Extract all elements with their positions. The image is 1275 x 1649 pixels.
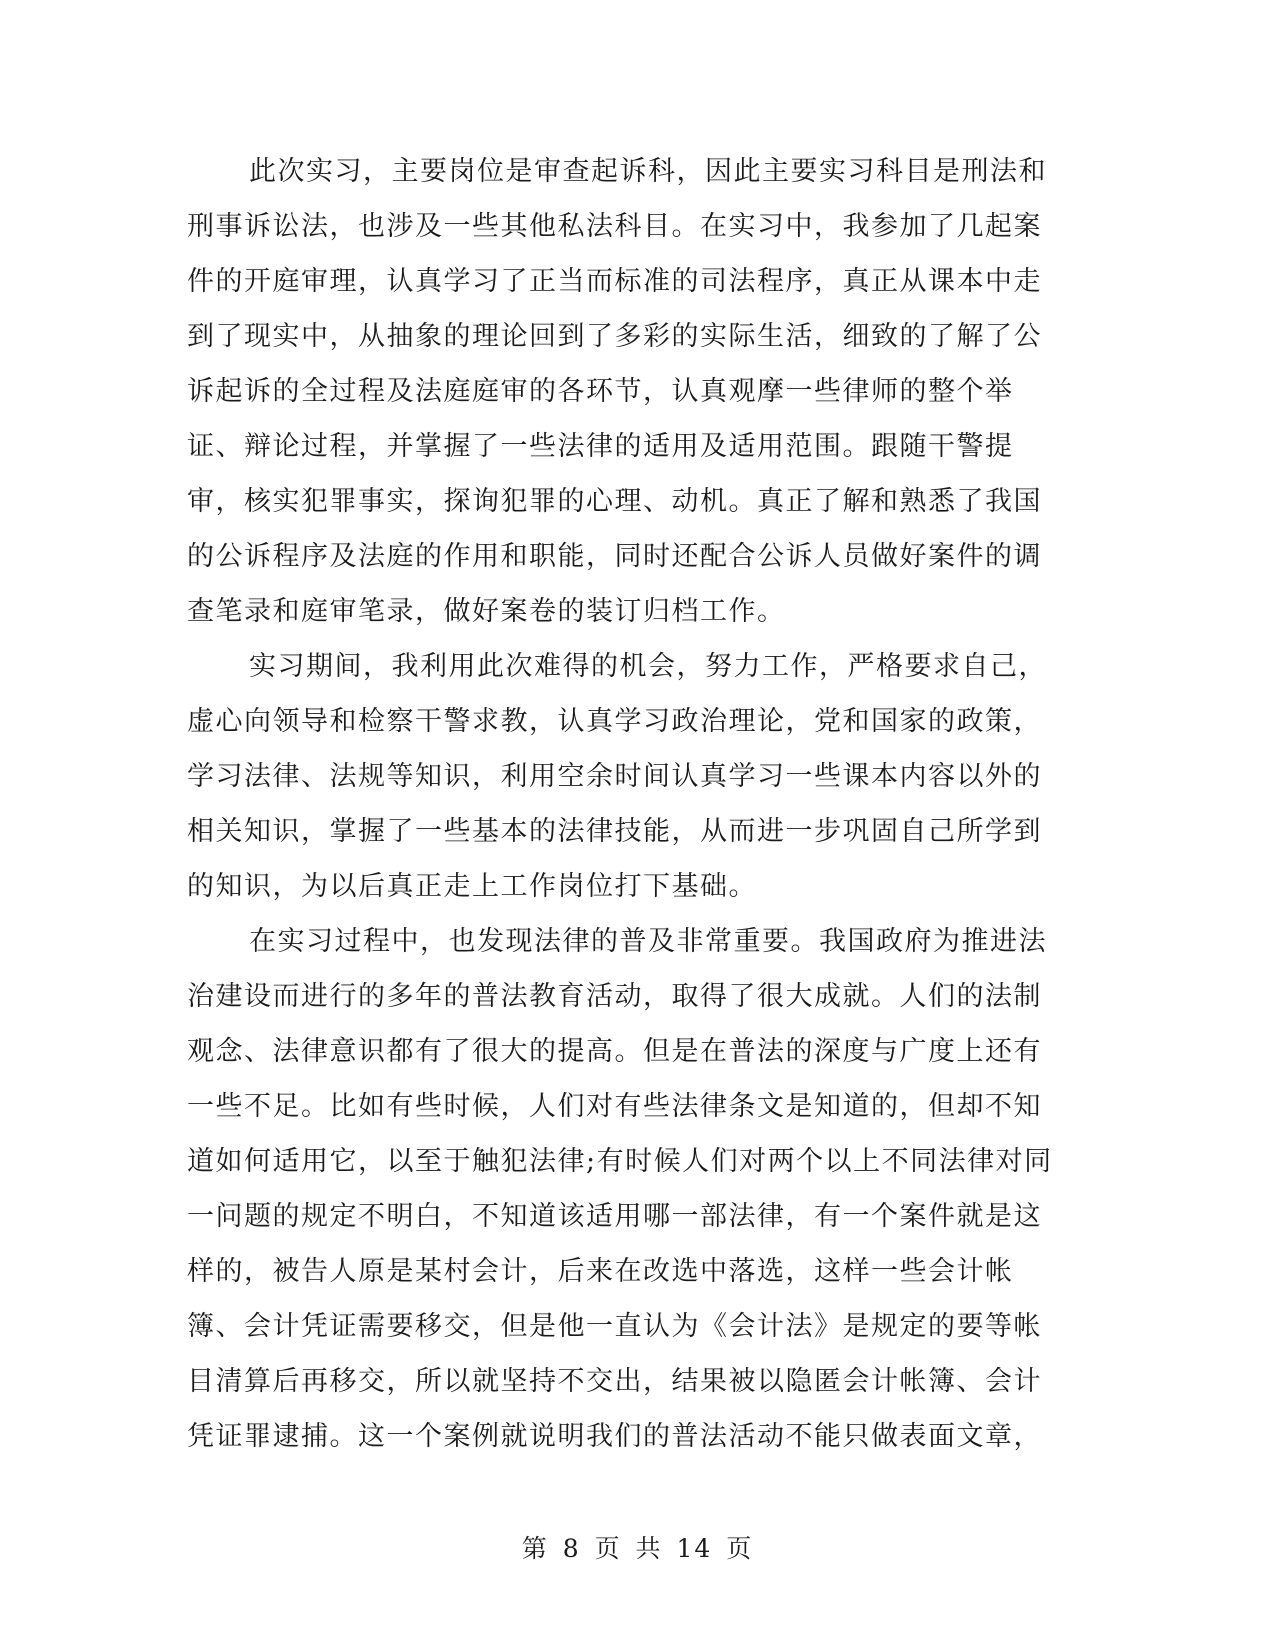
text-line: 件的开庭审理，认真学习了正当而标准的司法程序，真正从课本中走 [187,266,1042,297]
text-line: 查笔录和庭审笔录，做好案卷的装订归档工作。 [187,596,786,627]
text-line: 目清算后再移交，所以就坚持不交出，结果被以隐匿会计帐簿、会计 [187,1366,1042,1397]
text-line: 簿、会计凭证需要移交，但是他一直认为《会计法》是规定的要等帐 [187,1311,1042,1342]
text-line: 样的，被告人原是某村会计，后来在改选中落选，这样一些会计帐 [187,1256,1014,1287]
text-line: 观念、法律意识都有了很大的提高。但是在普法的深度与广度上还有 [187,1036,1042,1067]
paragraph-1 [187,144,1087,639]
text-line: 此次实习，主要岗位是审查起诉科，因此主要实习科目是刑法和 [249,156,1047,187]
text-line: 刑事诉讼法，也涉及一些其他私法科目。在实习中，我参加了几起案 [187,211,1042,242]
text-line: 一些不足。比如有些时候，人们对有些法律条文是知道的，但却不知 [187,1091,1042,1122]
paragraph-3 [187,914,1087,1464]
text-line: 道如何适用它，以至于触犯法律;有时候人们对两个以上不同法律对同 [187,1146,1053,1177]
text-line: 凭证罪逮捕。这一个案例就说明我们的普法活动不能只做表面文章， [187,1421,1042,1452]
text-line: 到了现实中，从抽象的理论回到了多彩的实际生活，细致的了解了公 [187,321,1042,352]
text-line: 治建设而进行的多年的普法教育活动，取得了很大成就。人们的法制 [187,981,1042,1012]
text-line: 实习期间，我利用此次难得的机会，努力工作，严格要求自己， [249,651,1047,682]
text-line: 学习法律、法规等知识，利用空余时间认真学习一些课本内容以外的 [187,761,1042,792]
text-line: 一问题的规定不明白，不知道该适用哪一部法律，有一个案件就是这 [187,1201,1042,1232]
text-line: 证、辩论过程，并掌握了一些法律的适用及适用范围。跟随干警提 [187,431,1014,462]
text-line: 的公诉程序及法庭的作用和职能，同时还配合公诉人员做好案件的调 [187,541,1042,572]
text-line: 诉起诉的全过程及法庭庭审的各环节，认真观摩一些律师的整个举 [187,376,1014,407]
text-line: 审，核实犯罪事实，探询犯罪的心理、动机。真正了解和熟悉了我国 [187,486,1042,517]
text-line: 相关知识，掌握了一些基本的法律技能，从而进一步巩固自己所学到 [187,816,1042,847]
paragraph-2 [187,639,1087,914]
text-line: 虚心向领导和检察干警求教，认真学习政治理论，党和国家的政策， [187,706,1042,737]
text-line: 在实习过程中，也发现法律的普及非常重要。我国政府为推进法 [249,926,1047,957]
body-text [187,144,1087,1464]
text-line: 的知识，为以后真正走上工作岗位打下基础。 [187,871,757,902]
page-number-footer: 第 8 页 共 14 页 [521,1534,754,1563]
